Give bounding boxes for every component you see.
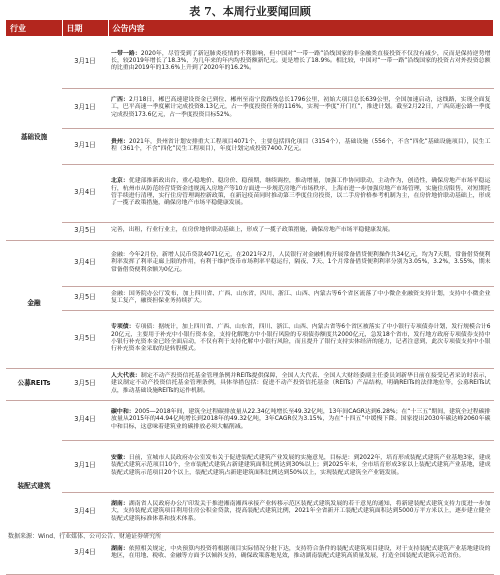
date-cell: 3月4日 <box>62 400 108 440</box>
content-text: 日前，宣城市人民政府办公室发布关于促进装配式建筑产业发展的实施意见，目标是：到2022年，培育形成装配式建筑产业基地3家，建成装配式建筑示范项目10个，全市装配式建筑占新建建筑面积比例达到30%以上；到2025年末，全市培育形成3家以上装配式建筑产业基地，建成装配式建筑示范项目20个以上，装配式建筑占新建建筑面积比例达到50%以上，实现装配式建筑全产业链发展。 <box>111 454 491 476</box>
header-content: 公告内容 <box>108 20 494 36</box>
content-lead: 北京： <box>111 178 129 185</box>
table-header-row <box>6 20 494 36</box>
date-cell: 3月1日 <box>62 440 108 492</box>
content-cell <box>108 240 494 286</box>
content-text: 优建部推新政出台，重心稳地价、稳房价、稳预期，继续调控，推动增量，加强工作协同联动，主动作为，创造性，确保房地产市场平稳运行，杭州市从防范经营贷资金违规流入房地产等10方面进一步规范房地产市场秩序，上海市进一步加强房地产市场管理，实施住房限售，对短期托管手续进行清理，实行住房管理调控新政策，在新冠疫苗同时推动第三季度住房投资，以二手房价格参考机制为主，在房价地价联动基础上，形成了一揽子政策措施，确保房地产市场平稳健康发展。 <box>111 178 491 207</box>
date-cell: 3月4日 <box>62 240 108 286</box>
table-row <box>6 310 494 368</box>
sector-cell: 公募REITs <box>6 368 62 400</box>
date-cell: 3月4日 <box>62 532 108 574</box>
date-cell: 3月1日 <box>62 36 108 88</box>
content-text: 完善，出租，行业行业主，在房价地价联动基础上，形成了一揽子政策措施，确保房地产市场平稳健康发展。 <box>111 227 394 234</box>
content-cell <box>108 368 494 400</box>
date-cell: 3月1日 <box>62 128 108 164</box>
content-lead: 湖南： <box>111 500 129 507</box>
date-cell: 3月4日 <box>62 492 108 532</box>
content-text: 金融：国务院办公厅发布，加上四川省、广西、山东省，四川、浙江、山西、内蒙古等6个省区流落了中小微企业融资支持计划，支持中小微企业复工复产，融资担保业务持续扩大。 <box>111 290 491 304</box>
table-row <box>6 240 494 286</box>
table-row <box>6 128 494 164</box>
table-row <box>6 222 494 240</box>
content-text: 2020年，尽管受到了新冠肺炎疫情的不利影响，但中国对“一带一路”沿线国家的非金融类直接投资不仅没有减少，反而是保持逆势增长，较2019年增长了18.3%，为几年来的年内均投资额新纪元。更是增长了18.9%。相比较，中国对“一带一路”沿线国家的投资占对外投资总额的比重由2019年的13.6%上升到了2020年的16.2%。 <box>111 50 491 72</box>
header-sector: 行业 <box>6 20 62 36</box>
content-cell <box>108 310 494 368</box>
content-cell <box>108 128 494 164</box>
table-row <box>6 400 494 440</box>
content-lead: 湖南： <box>111 545 129 552</box>
table-title: 表 7、本周行业要闻回顾 <box>189 5 311 18</box>
content-lead: 贵州： <box>111 138 129 145</box>
table-row <box>6 286 494 310</box>
content-lead: 广西： <box>111 96 129 103</box>
content-lead: 专项债： <box>111 324 135 331</box>
content-text: 2021年，贵州省计划安排重大工程项目4071个，主要包括四化项目（3154个），基础设施（556个，不含“四化”基础设施项目），民生工程（361个，不含“四化”民生工程项目），年度计划完成投资7400.7亿元。 <box>111 138 491 152</box>
content-lead: 碳中和： <box>111 408 135 415</box>
table-row <box>6 368 494 400</box>
table-row <box>6 492 494 532</box>
content-text: 依照相关规定，中央预算内投资将根据项目实际情况分批下达，支持符合条件的装配式建筑项目建设，对于支持装配式建筑产业基地建设的地区，在用地、税收、金融等方面予以倾斜支持，确保政策落地见效，推动湖南装配式建筑高质量发展，打造全国装配式建筑示范省份。 <box>111 545 491 559</box>
date-cell: 3月5日 <box>62 222 108 240</box>
content-cell <box>108 222 494 240</box>
content-lead: 人大代表： <box>111 372 141 379</box>
sector-cell: 装配式建筑 <box>6 400 62 574</box>
content-text: 制定不动产投资信托基金管理条例并REITs提供保障，全国人大代表、全国人大财经委副主任委员刘新华日前在接受记者采访时表示，建议制定不动产投资信托基金管理条例，具体举措包括：促进不动产投资信托基金（REITs）产品结构，明确REITs的法律地位等，公募REITs试点，推动基础设施REITs的运作机制。 <box>111 372 491 394</box>
date-cell: 3月4日 <box>62 164 108 222</box>
date-cell: 3月5日 <box>62 368 108 400</box>
content-text: 2005—2018年间，建筑全过程碳排放量从22.34亿吨增长至49.32亿吨，13年间CAGR达到6.28%；在“十三五”期间，建筑全过程碳排放量从2015年的44.94亿吨增长到2018年的49.32亿吨，3年CAGR仅为3.15%，为在“十四五”中缓慢下降。国家提出2030年碳达峰2060年碳中和目标，这意味着建筑业的碳排放必须大幅削减。 <box>111 408 491 430</box>
content-cell <box>108 286 494 310</box>
content-lead: 一带一路： <box>111 50 141 57</box>
date-cell: 3月5日 <box>62 310 108 368</box>
content-cell <box>108 440 494 492</box>
content-text: 2月18日，郴巴高速建设资金已到位、郴州至南宁段路线总长1796公里，初始大项目总长639公里，全国加速启动，这线路，实现全面复工，巴平高速一季度累计完成投资8.13亿元，占一季度投资任务的116%，实现一季度“开门红”，推进计划。截至2月22日，广西高速公路一季度完成投资173.6亿元，占一季度投资目标52%。 <box>111 96 491 118</box>
table-row <box>6 440 494 492</box>
table-row <box>6 164 494 222</box>
source-note: 数据来源：Wind、行业媒体、公司公告、财通证券研究所 <box>8 533 162 540</box>
content-cell <box>108 532 494 574</box>
news-table <box>6 20 494 575</box>
sector-cell: 金融 <box>6 240 62 368</box>
header-date: 日期 <box>62 20 108 36</box>
content-lead: 安徽： <box>111 454 129 461</box>
content-text: 专项债：据统计，加上四川省、广西、山东省，四川、浙江、山西、内蒙古省等6个省区被落实了中小银行专项债券计划，发行规模合计620亿元，主要用于补充中小银行资本金，支持化解地方中小银行风险的专项债券额度共2000亿元，急发18个省市，发行地方政府专项债券支持中小银行补充资本金已经全面启动，不仅有利于支持化解中小银行风险，而且提升了银行支持实体经济的能力，记者注意到，此次专项债支持中小银行补充资本金采取的是转股模式。 <box>111 324 491 353</box>
content-cell <box>108 164 494 222</box>
table-row <box>6 88 494 128</box>
table-row <box>6 36 494 88</box>
content-text: 金融：今年2月份，新增人民币贷款4071亿元，在2021年2月，人民银行对金融机构开展常备借贷便利操作共34亿元，均为7天期，常备借贷便利利率发挥了利率走廊上限的作用，有利于维护货币市场利率平稳运行，隔夜、7天、1个月常备借贷便利利率分别为3.05%，3.2%，3.55%，期末常备借贷便利余额为0亿元。 <box>111 251 491 273</box>
content-text: 湖南省人民政府办公厅印发关于推进湘南湘西承接产业转移示范区装配式建筑发展的若干意见的通知，将新建装配式建筑支持力度进一步加大，支持装配式建筑项目利用住房公积金贷款，提高装配式建筑比例，2021年全省新开工装配式建筑面积达到5000万平方米以上，逐步建立健全装配式建筑标准体系和技术体系。 <box>111 500 491 522</box>
table-body <box>6 36 494 574</box>
sector-cell: 基础设施 <box>6 36 62 240</box>
content-cell <box>108 400 494 440</box>
content-cell <box>108 492 494 532</box>
date-cell: 3月5日 <box>62 286 108 310</box>
date-cell: 3月1日 <box>62 88 108 128</box>
content-cell <box>108 88 494 128</box>
content-cell <box>108 36 494 88</box>
